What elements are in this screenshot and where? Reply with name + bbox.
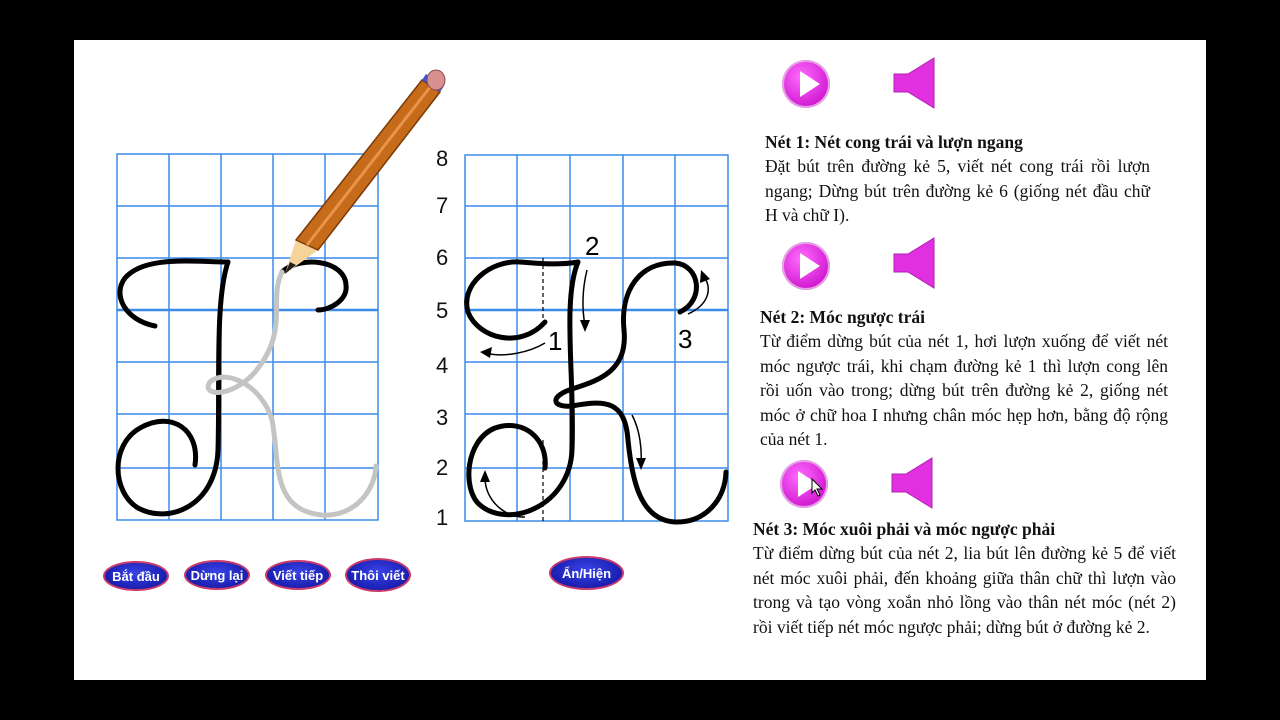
pencil-icon — [285, 70, 445, 274]
speaker-icon[interactable] — [890, 456, 934, 510]
play-stroke-1-button[interactable] — [782, 60, 830, 108]
stroke-1-desc: Đặt bút trên đường kẻ 5, viết nét cong trái rồi lượn ngang; Dừng bút trên đường kẻ 6 (giống nét đầu chữ H và chữ I). — [765, 156, 1150, 225]
speaker-icon[interactable] — [892, 236, 936, 290]
row-label: 4 — [436, 353, 449, 378]
row-label: 8 — [436, 146, 449, 171]
row-label: 6 — [436, 245, 449, 270]
row-label: 3 — [436, 405, 449, 430]
row-label: 2 — [436, 455, 449, 480]
stroke-2-title: Nét 2: Móc ngược trái — [760, 307, 925, 327]
continue-button[interactable]: Viết tiếp — [265, 560, 331, 590]
stroke-3-desc: Từ điểm dừng bút của nét 2, lia bút lên đường kẻ 5 để viết nét móc xuôi phải, đến khoảng giữa thân chữ thì lượn vào trong và tạo vòng xoắn nhỏ lồng vào thân nét móc (nét 2) rồi viết tiếp nét móc ngược phải; dừng bút ở đường kẻ 2. — [753, 543, 1176, 637]
right-letter-strokes — [467, 262, 726, 522]
row-label: 7 — [436, 193, 449, 218]
cursor-icon — [811, 478, 825, 498]
row-label: 1 — [436, 505, 449, 530]
stroke-number-1: 1 — [548, 326, 563, 356]
stroke-1-title: Nét 1: Nét cong trái và lượn ngang — [765, 132, 1023, 152]
stroke-number-2: 2 — [585, 231, 600, 261]
stroke-number-3: 3 — [678, 324, 693, 354]
stop-button[interactable]: Dừng lại — [184, 560, 250, 590]
stroke-1-instructions — [765, 130, 1150, 228]
stroke-2-desc: Từ điểm dừng bút của nét 1, hơi lượn xuống để viết nét móc ngược trái, khi chạm đường kẻ 1 thì lượn cong lên rồi uốn vào trong; dừng bút trên đường kẻ 2, giống nét móc ở chữ hoa I nhưng chân móc hẹp hơn, bằng độ rộng của nét 1. — [760, 331, 1168, 449]
toggle-button[interactable]: Ẩn/Hiện — [549, 556, 624, 590]
stroke-2-instructions — [760, 305, 1168, 452]
stroke-3-title: Nét 3: Móc xuôi phải và móc ngược phải — [753, 519, 1056, 539]
play-stroke-2-button[interactable] — [782, 242, 830, 290]
stroke-3-instructions — [753, 517, 1176, 639]
start-button[interactable]: Bắt đầu — [103, 561, 169, 591]
left-letter-third-stroke — [208, 262, 376, 515]
row-label: 5 — [436, 298, 449, 323]
quit-button[interactable]: Thôi viết — [345, 558, 411, 592]
left-letter-strokes — [118, 261, 228, 514]
speaker-icon[interactable] — [892, 56, 936, 110]
